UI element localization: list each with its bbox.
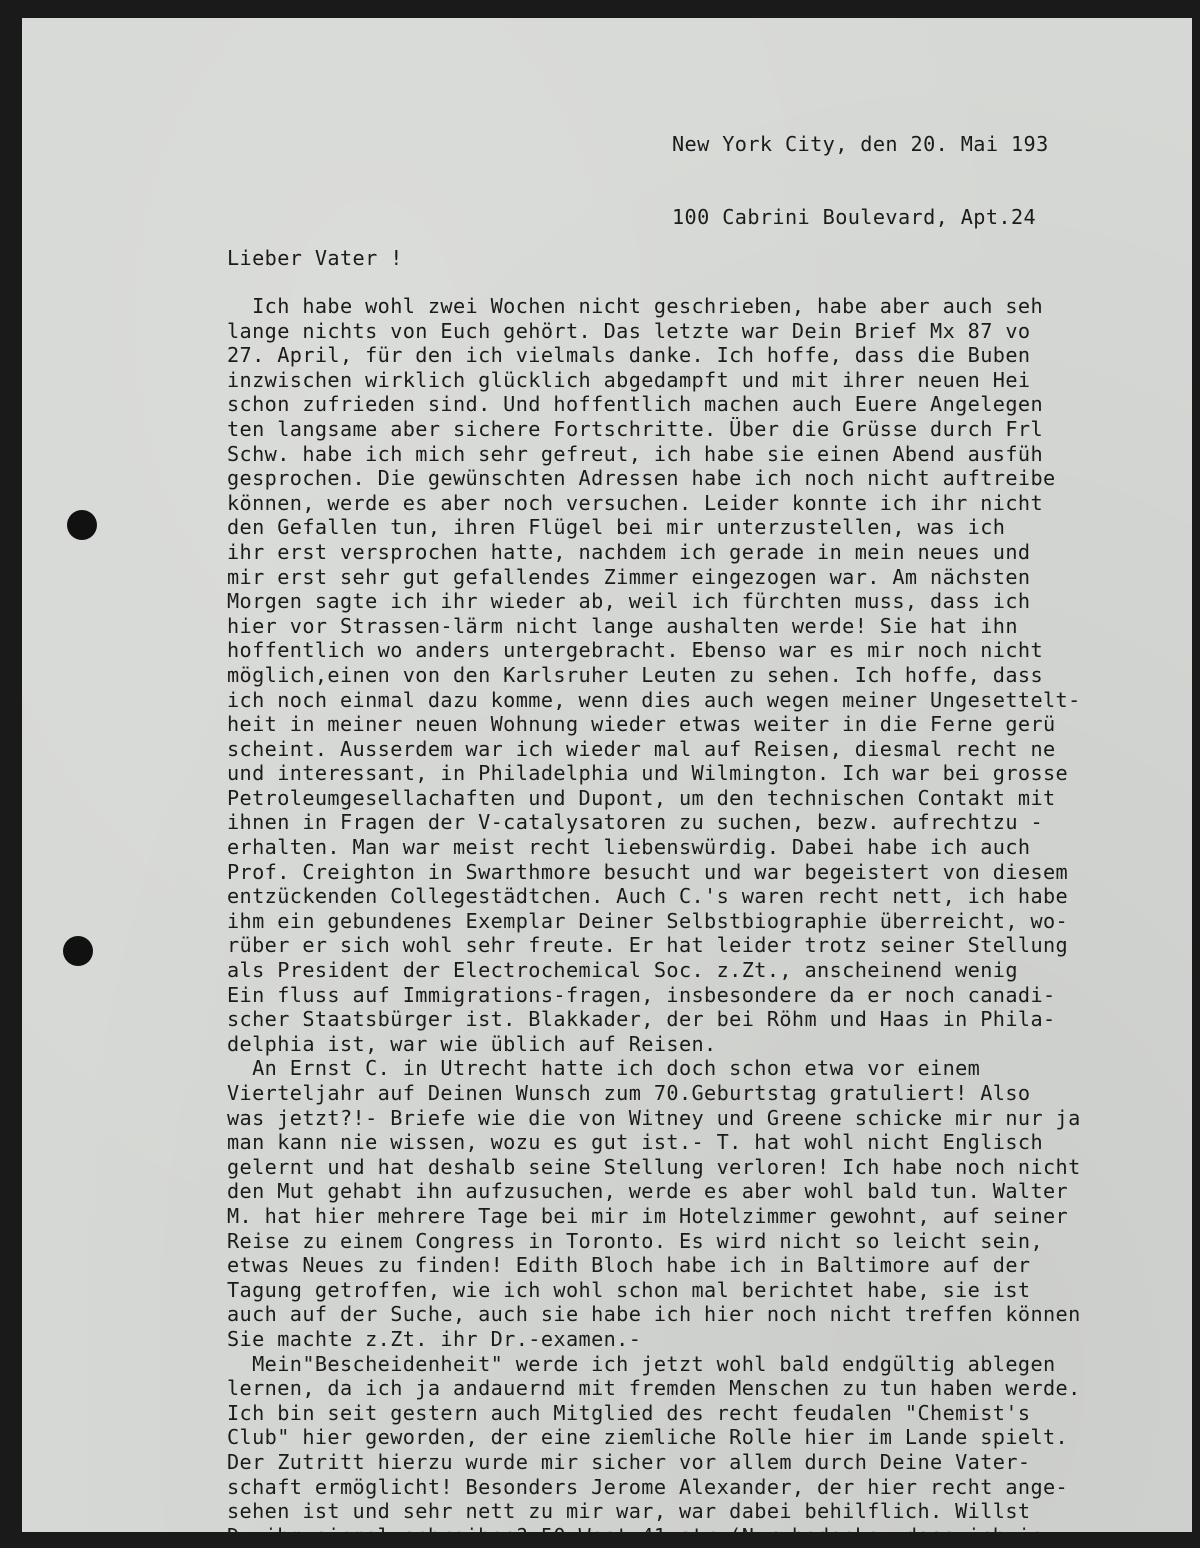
salutation: Lieber Vater ! (227, 246, 403, 270)
body-line: ihm ein gebundenes Exemplar Deiner Selbstbiographie überreicht, wo- (227, 908, 1069, 933)
body-line: hoffentlich wo anders untergebracht. Ebenso war es mir noch nicht (227, 638, 1044, 663)
body-line: was jetzt?!- Briefe wie die von Witney und Greene schicke mir nur ja (227, 1105, 1081, 1130)
body-line: ich noch einmal dazu komme, wenn dies auch wegen meiner Ungesettelt- (227, 687, 1081, 712)
body-line: Club" hier geworden, der eine ziemliche Rolle hier im Lande spielt. (227, 1425, 1069, 1450)
body-line: erhalten. Man war meist recht liebenswürdig. Dabei habe ich auch (227, 835, 1031, 860)
body-line: Reise zu einem Congress in Toronto. Es wird nicht so leicht sein, (227, 1228, 1044, 1253)
body-line: Morgen sagte ich ihr wieder ab, weil ich fürchten muss, dass ich (227, 589, 1031, 614)
body-line: hier vor Strassen-lärm nicht lange aushalten werde! Sie hat ihn (227, 613, 1018, 638)
body-line: schaft ermöglicht! Besonders Jerome Alexander, der hier recht ange- (227, 1474, 1069, 1499)
body-line: Mein"Bescheidenheit" werde ich jetzt wohl bald endgültig ablegen (227, 1351, 1056, 1376)
body-line: gelernt und hat deshalb seine Stellung verloren! Ich habe noch nicht (227, 1154, 1081, 1179)
body-line: können, werde es aber noch versuchen. Leider konnte ich ihr nicht (227, 490, 1044, 515)
body-line: Tagung getroffen, wie ich wohl schon mal berichtet habe, sie ist (227, 1277, 1031, 1302)
body-line: entzückenden Collegestädtchen. Auch C.'s waren recht nett, ich habe (227, 884, 1069, 909)
body-line: den Gefallen tun, ihren Flügel bei mir unterzustellen, was ich (227, 515, 1006, 540)
sender-address: 100 Cabrini Boulevard, Apt.24 (672, 204, 1037, 229)
body-line: scheint. Ausserdem war ich wieder mal auf Reisen, diesmal recht ne (227, 736, 1056, 761)
body-line: Ein fluss auf Immigrations-fragen, insbesondere da er noch canadi- (227, 982, 1056, 1007)
body-line: heit in meiner neuen Wohnung wieder etwas weiter in die Ferne gerü (227, 712, 1056, 737)
body-line: Petroleumgesellachaften und Dupont, um den technischen Contakt mit (227, 785, 1056, 810)
body-line: möglich,einen von den Karlsruher Leuten zu sehen. Ich hoffe, dass (227, 662, 1044, 687)
body-line: Ich habe wohl zwei Wochen nicht geschrieben, habe aber auch seh (227, 294, 1044, 318)
body-line: delphia ist, war wie üblich auf Reisen. (227, 1031, 717, 1056)
punch-hole (63, 936, 93, 966)
body-line: und interessant, in Philadelphia und Wilmington. Ich war bei grosse (227, 761, 1069, 786)
letter-header (672, 84, 1049, 277)
body-line: auch auf der Suche, auch sie habe ich hier noch nicht treffen können (227, 1302, 1081, 1327)
letter-body (227, 294, 1081, 1548)
body-line: man kann nie wissen, wozu es gut ist.- T. hat wohl nicht Englisch (227, 1130, 1044, 1155)
body-line: scher Staatsbürger ist. Blakkader, der bei Röhm und Haas in Phila- (227, 1007, 1056, 1032)
body-line: An Ernst C. in Utrecht hatte ich doch schon etwa vor einem (227, 1056, 981, 1081)
body-line: sehen ist und sehr nett zu mir war, war dabei behilflich. Willst (227, 1499, 1031, 1524)
body-line: M. hat hier mehrere Tage bei mir im Hotelzimmer gewohnt, auf seiner (227, 1203, 1069, 1228)
letter-page (22, 18, 1192, 1548)
place-date: New York City, den 20. Mai 193 (672, 132, 1049, 156)
body-line: Vierteljahr auf Deinen Wunsch zum 70.Geburtstag gratuliert! Also (227, 1081, 1031, 1105)
body-line: inzwischen wirklich glücklich abgedampft und mit ihrer neuen Hei (227, 367, 1031, 392)
body-line: lernen, da ich ja andauernd mit fremden Menschen zu tun haben werde. (227, 1376, 1081, 1401)
body-line: Schw. habe ich mich sehr gefreut, ich habe sie einen Abend ausfüh (227, 441, 1044, 466)
body-line: ihr erst versprochen hatte, nachdem ich gerade in mein neues und (227, 539, 1031, 564)
body-line: mir erst sehr gut gefallendes Zimmer eingezogen war. Am nächsten (227, 564, 1031, 589)
body-line: lange nichts von Euch gehört. Das letzte war Dein Brief Mx 87 vo (227, 318, 1031, 343)
body-line: gesprochen. Die gewünschten Adressen habe ich noch nicht auftreibe (227, 466, 1056, 491)
body-line: ten langsame aber sichere Fortschritte. Über die Grüsse durch Frl (227, 416, 1044, 441)
body-line: schon zufrieden sind. Und hoffentlich machen auch Euere Angelegen (227, 392, 1044, 417)
body-line: 27. April, für den ich vielmals danke. Ich hoffe, dass die Buben (227, 343, 1031, 368)
body-line: etwas Neues zu finden! Edith Bloch habe ich in Baltimore auf der (227, 1253, 1031, 1278)
body-line: ihnen in Fragen der V-catalysatoren zu suchen, bezw. aufrechtzu - (227, 810, 1044, 835)
body-line: Sie machte z.Zt. ihr Dr.-examen.- (227, 1326, 642, 1351)
body-line: Du ihm einmal schreiben? 50 West 41 str.(Nur bedenke, dass ich in- (227, 1523, 1056, 1548)
body-line: Der Zutritt hierzu wurde mir sicher vor allem durch Deine Vater- (227, 1449, 1031, 1474)
body-line: Ich bin seit gestern auch Mitglied des recht feudalen "Chemist's (227, 1400, 1031, 1425)
body-line: rüber er sich wohl sehr freute. Er hat leider trotz seiner Stellung (227, 933, 1069, 958)
body-line: als President der Electrochemical Soc. z.Zt., anscheinend wenig (227, 958, 1018, 983)
body-line: Prof. Creighton in Swarthmore besucht und war begeistert von diesem (227, 859, 1069, 884)
body-line: den Mut gehabt ihn aufzusuchen, werde es aber wohl bald tun. Walter (227, 1179, 1069, 1204)
punch-hole (67, 510, 97, 540)
